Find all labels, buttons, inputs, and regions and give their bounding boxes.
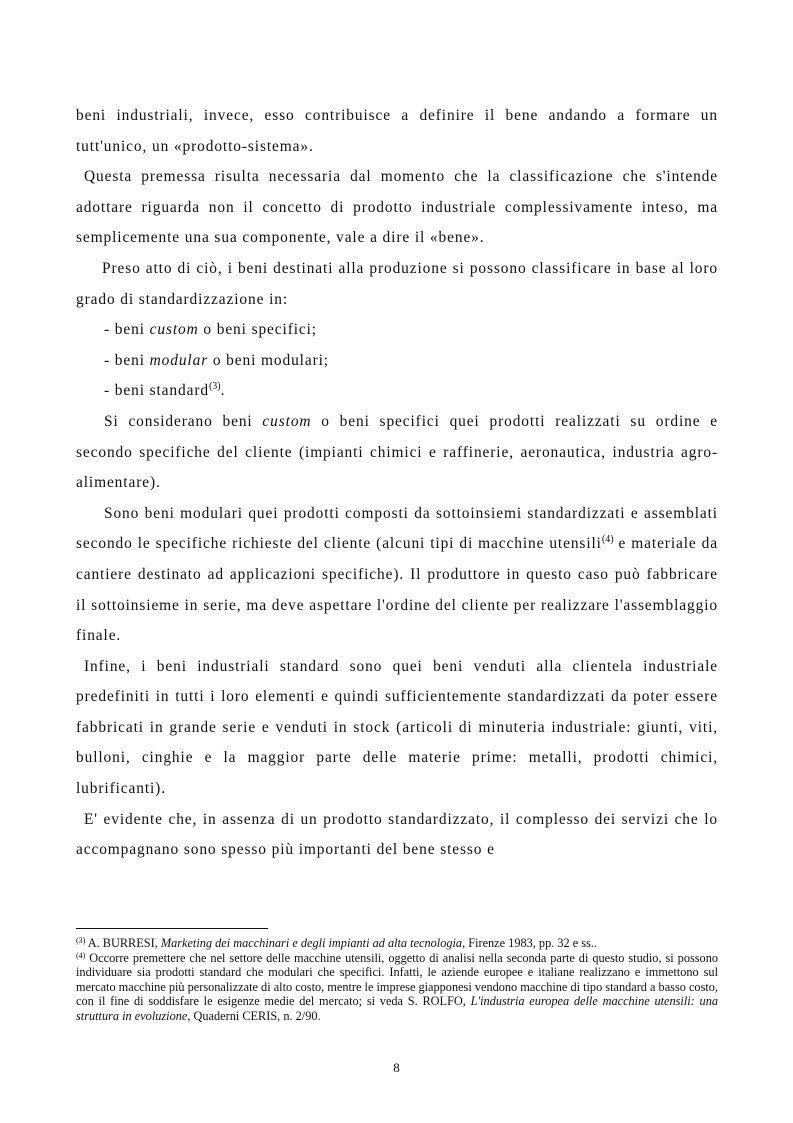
page-number: 8 <box>393 1060 400 1075</box>
footnote-ref-4: (4) <box>601 534 614 546</box>
paragraph-5: Sono beni modulari quei prodotti composti da sottoinsiemi standardizzati e assemblati secondo le specifiche richieste del cliente (alcuni tipi di macchine utensili$^{(4)}$ e materiale da cantiere destinato ad applicazioni specifiche). Il produttore in questo caso può fabbricare il sottoinsieme in serie, ma deve aspettare l'ordine del cliente per realizzare l'assemblaggio finale. <box>76 504 718 645</box>
list-item-custom: - beni custom o beni specifici; <box>104 321 317 339</box>
footnote-3-title: Marketing dei macchinari e degli impianti ad alta tecnologia <box>160 936 463 950</box>
footnote-marker-4: (4) <box>76 950 86 960</box>
footnote-ref-3: (3) <box>208 381 221 393</box>
paragraph-4: Si considerano beni custom o beni specifici quei prodotti realizzati su ordine e secondo specifiche del cliente (impianti chimici e raffinerie, aeronautica, industria agro-alimentare). <box>76 412 718 492</box>
footnote-marker-3: (3) <box>76 936 86 945</box>
footnotes <box>76 936 718 1024</box>
body-text <box>76 101 718 866</box>
paragraph-1: beni industriali, invece, esso contribuisce a definire il bene andando a formare un tutt'unico, un «prodotto-sistema». <box>76 107 718 155</box>
footnote-separator <box>76 928 268 929</box>
term-custom: custom <box>149 321 199 339</box>
term-modular: modular <box>149 351 209 369</box>
footnote-4: $^{(4)}$ Occorre premettere che nel settore delle macchine utensili, oggetto di analisi nella seconda parte di questo studio, si possono individuare sia prodotti standard che modulari che specifici. Infatti, le aziende europee e italiane realizzano e immettono sul mercato macchine più personalizzate di alto costo, mentre le imprese giapponesi vendono macchine di tipo standard a basso costo, con il fine di soddisfare le esigenze medie del mercato; si veda S. ROLFO, L'industria europea delle macchine utensili: una struttura in evoluzione, Quaderni CERIS, n. 2/90. <box>76 950 718 1023</box>
paragraph-6: Infine, i beni industriali standard sono quei beni venduti alla clientela industriale predefiniti in tutti i loro elementi e quindi sufficientemente standardizzati da poter essere fabbricati in grande serie e venduti in stock (articoli di minuteria industriale: giunti, viti, bulloni, cinghie e la maggior parte delle materie prime: metalli, prodotti chimici, lubrificanti). <box>76 657 718 798</box>
footnote-3: $^{(3)}$ A. BURRESI, Marketing dei macchinari e degli impianti ad alta tecnologia, Firenze 1983, pp. 32 e ss.. <box>76 936 597 950</box>
paragraph-3: Preso atto di ciò, i beni destinati alla produzione si possono classificare in base al loro grado di standardizzazione in: <box>76 259 718 308</box>
footnote-4-title: L'industria europea delle macchine utensili: una struttura in evoluzione <box>76 994 718 1023</box>
list-item-standard: - beni standard$^{(3)}$. <box>104 381 226 400</box>
paragraph-7: E' evidente che, in assenza di un prodotto standardizzato, il complesso dei servizi che lo accompagnano sono spesso più importanti del bene stesso e <box>76 810 718 859</box>
classification-list <box>76 315 718 407</box>
paragraph-2: Questa premessa risulta necessaria dal momento che la classificazione che s'intende adottare riguarda non il concetto di prodotto industriale complessivamente inteso, ma semplicemente una sua componente, vale a dire il «bene». <box>76 168 718 247</box>
list-item-modular: - beni modular o beni modulari; <box>104 351 329 369</box>
term-custom-2: custom <box>262 412 312 430</box>
